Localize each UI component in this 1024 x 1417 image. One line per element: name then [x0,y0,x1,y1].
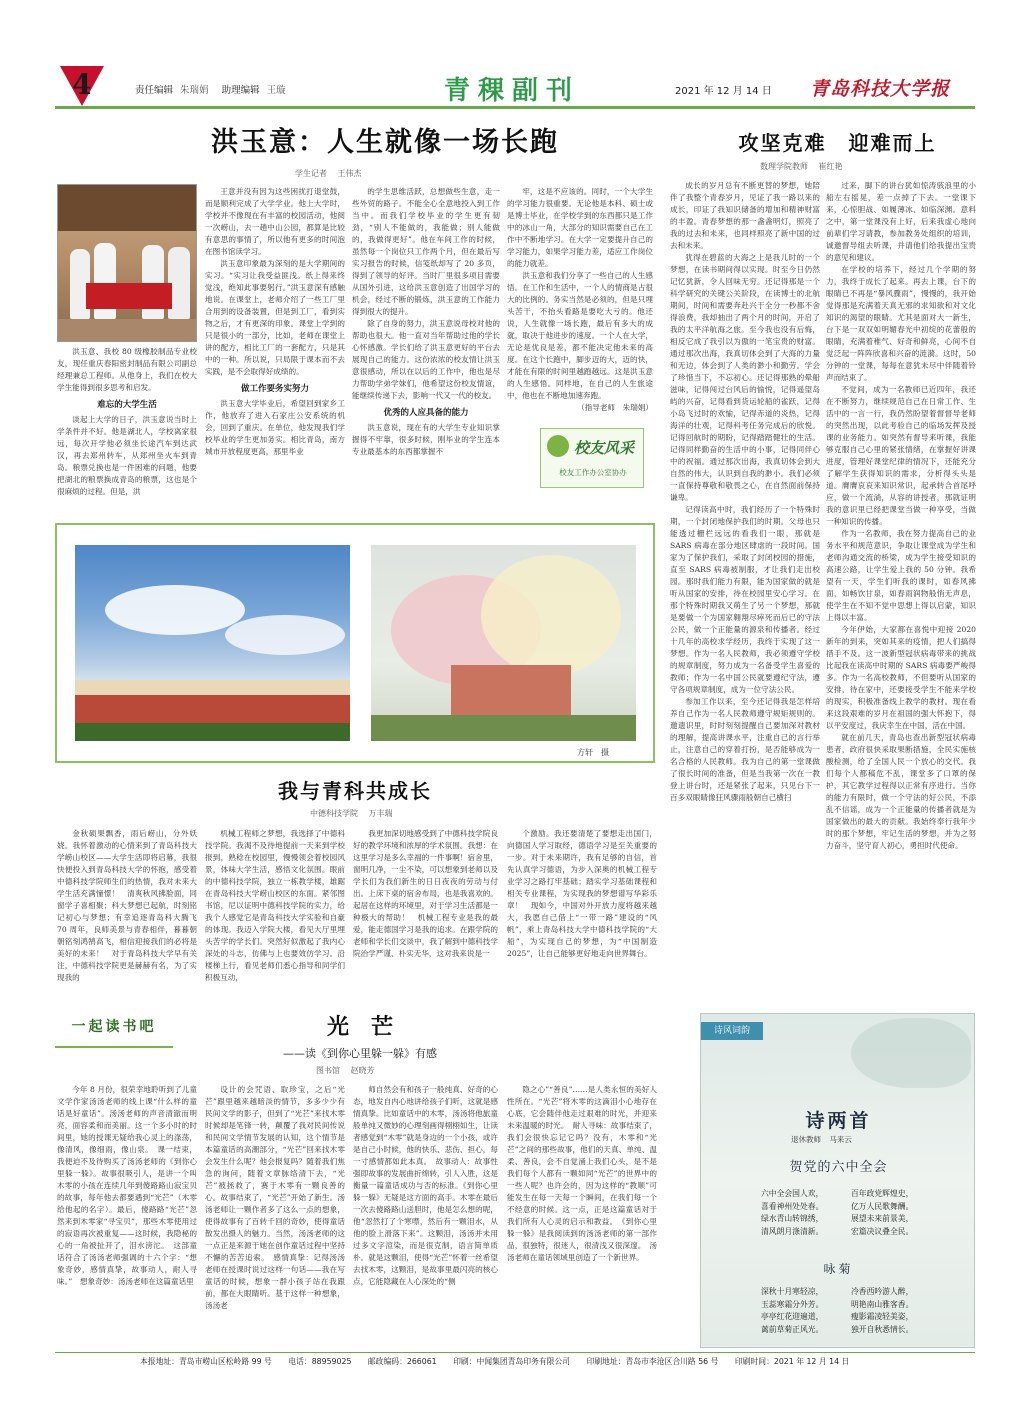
article1-byline [295,168,362,179]
article2-para: 成长的岁月总有不断更替的梦想，她陪伴了我整个青春岁月，见证了我一路以来的成长，印证了我知识储备的增加和精神财富的丰盈。青春梦想的那一盏盏明灯，照亮了我的过去和未来，也同样照亮了新中国的过去和未来。 [670,181,820,250]
article2-para: 犹得在碧蓝的大海之上是我儿时的一个梦想，在读书期间得以实现。时至今日仍然记忆犹新，令人回味无穷。还记得那是一个科学研究的关键公关阶段，在读博士的北航期间，时间和需要奔赴兴于全分一秒都不舍得浪费，我却抽出了两个月的时间，开启了我的太平洋航海之旅。至今我也没有后悔，相反它成了我引以为傲的一笔宝贵的财富。通过那次出海，我真切体会到了大海的力量和无边，体会到了人类的渺小和勤劳。学会了珍惜当下，不忘初心。还记得那熟的晕船滋味，记得闯过台风后的愉悦，记得遥望岛屿的兴奋，记得看到货运轮船的雀跃，记得小岛飞过时的欢愉，记得赤道的炎热，记得海洋的壮观，记得科考任务完成后的欣悦。记得回航时的期盼，记得踏踏健壮的生活。记得同样勤奋的生活中的小事，记得同伴心中的祝福。通过那次出海，我真切体会到大自然的伟大，认识到自我的渺小。我们必须一直保持尊敬和敬畏之心，在自然面前保持谦卑。 [670,253,820,502]
reading-club-label: 一起读书吧 [71,1019,157,1035]
footer-printer: 中闻集团青岛印务有限公司 [476,1357,571,1366]
issue-date: 2021 年 12 月 14 日 [675,86,772,97]
article3-byline [310,808,393,819]
footer-phone-label: 电话： [288,1357,312,1366]
poem-line: 六中全会国人欢， [761,1189,824,1198]
article2-para: 就在前几天，青岛也查出新型冠状病毒患者，政府很快采取果断措施，全民实施核酸检测，给了全国人民一个放心的交代。我们每个人都稿危不乱，课堂多了口罩的保护，其它教学过程得以正常有序进行。当你的能力有限时，做一个守法的好公民，不添乱不信谣，成为一个正能量的传播者就是为国家做出的最大的贡献。我始终奉行我年少时的那个梦想，牢记生活的梦想，并为之努力奋斗，坚守育人初心，勇担时代使命。 [826,733,976,850]
footer-print-addr: 青岛市李沧区合川路 56 号 [625,1357,719,1366]
poem-line: 展望未来前景美， [851,1214,914,1223]
article2-title: 攻坚克难 迎难而上 [738,131,937,155]
poem-line: 蓠前草菊正风光。 [761,1324,824,1334]
article1-para: 谈起上大学的日子，洪玉意说当时上学条件并不好。他是湖北人，学校离家很远，每次开学他必须坐长途汽车到达武汉，再去郑州转车，从郑州坐火车到青岛。粮票兑换也是一件困难的问题，他要把湖北的粮票换成青岛的粮票，这也是个很麻烦的过程。但是，洪 [57,415,197,496]
article2-para: 作为一名教师，我在努力提高自己的业务水平和规范意识，争取让课堂成为学生和老师沟通交流的桥梁，成为学生接受知识的高速公路，让学生爱上我的 50 分钟。我希望有一天，学生们听我的课时，如春风拂面，如畅饮甘泉，如春雨润物般悄无声息，使学生在不知不觉中思想上得以启蒙，知识上得以丰富。 [826,529,976,622]
article2-para: 过来，脚下的讲台犹如惊涛骇浪里的小船左右摇晃，差一点掉了下去。一堂课下来，心惊胆战、如履薄冰、如临深渊。意料之中，第一堂课没有上好，后来我虚心地向前辈们学习请教，参加教务处组织的培训，诚邀督导组去听课，并请他们给我提出宝贵的意见和建议。 [826,181,976,262]
poems-box [700,1013,975,1348]
reading-subtitle: ——读《到你心里躲一躲》有感 [283,1047,437,1060]
article1-title: 洪玉意：人生就像一场长跑 [211,127,559,158]
campus-sky-photo [75,545,350,741]
subhead-1: 难忘的大学生活 [97,400,157,410]
subhead-3: 优秀的人应具备的能力 [383,408,469,418]
poem2-title: 咏菊 [823,1262,854,1276]
poem-line: 冷香西吟游人醉， [851,1287,914,1296]
poem-line: 宏篇决议叠全民。 [851,1226,914,1236]
article1-para: 洪玉意印象最为深刻的是大学期间的实习。“实习让我受益匪浅。纸上得来终觉浅，绝知此事要躬行。”洪玉意深有感触地说。在课堂上，老师介绍了一些工厂里合用到的设备装置，但是到工厂，看到实物之后，才有更深的印象。课堂上学到的只是很小的一部分，比如，老师在课堂上讲的配方，相比工厂的一套配方，只是其中的一种。所以说，只局限于课本而不去实践，是不会取得好成绩的。 [205,259,345,376]
article2-byline [760,161,843,172]
byline-label: 学生记者 [295,169,327,178]
reading-para: 今年 8 月份，很荣幸地聆听到了儿童文学作家汤汤老师的线上课“什么样的童话是好童话”。汤汤老师的声音清澈而明亮，面容柔和而美丽。这一个多小时的时间里，她的授课无疑给我心灵上的涤荡，像清风，像细雨，像山泉。 课一结束，我便迫不及待购买了汤汤老师的《到你心里躲一躲》。故事很吸引人，是讲一个叫木零的小孩在连续几年到傻路路山寂宝贝的故事，每年他去都要遇到“光芒”（木零给他起的名字）。最后，傻路路“光芒”忽然来到木零家“寻宝贝”，那些木零使用过的寂语再次被重复——这时候，我隐秘的心的一角被扯开了，泪水滂沱。 这部童话符合了汤汤老师强调的十六个字：“想象奇妙，感情真挚，故事动人，耐人寻味。” 想象奇妙：汤汤老师在这篇童话里 [57,1085,197,1286]
footer [140,1356,970,1367]
poem-line: 亿万人民歌舞酬。 [851,1201,914,1211]
article2-para: 不觉间，成为一名教师已近四年，我还在不断努力，继续规范自己在日常工作、生活中的一言一行，我仍然盼望着督督导老师的突然出现，以此考验自己的临场发挥及授课的业务能力。如突然有督导来听课，我能够克服自己心里的紧张情绪，在掌握好讲课进度，管理好课堂纪律的情况下，还能充分了解学生获得知识的需求，分析得头头是道。膺膺哀哀来知识常识，起承转合首尾呼应，做一个流淌，从容的讲授者，那就证明我的意识里已经把课堂当做一种享受，当做一种知识的传播。 [826,385,976,526]
article1-para: 洪玉意大学毕业后，希望回到家乡工作，他放弃了进入石家庄公安系统的机会，回到了重庆。在单位，他发现我们学校毕业的学生更加务实。相比青岛，南方城市开放程度更高，那里毕业 [205,399,345,456]
byline-name: 万丰瑞 [368,809,393,818]
editor-label: 责任编辑 [135,85,174,96]
photo-caption: 洪玉意、我校 80 级橡胶制品专业校友，现任重庆春阳密封制品有限公司副总经理兼总工程师。从他身上，我们在校大学生能得到很多思考和启发。 [57,347,197,392]
editor-line [135,82,286,96]
reading-title: 光 芒 [326,1014,393,1040]
poem-line: 独开自秋悉情长。 [851,1324,914,1334]
article1-note: （指导老师 朱瑞娟） [577,403,653,412]
poem-line: 明艳南山雅客香。 [851,1299,914,1309]
poems-author [791,1134,852,1145]
article1-para: 除了自身的努力，洪玉意说母校对他的帮助也很大。他一直对当年帮助过他的学长心怀感激。学长们给了洪玉意更好的平台去展现自己的能力。这份浓浓的校友情让洪玉意很感动，所以在以后的工作中，他也是尽力帮助学弟学妹们，他希望这份校友情谊，能继续传递下去，影响一代又一代的校友。 [352,319,500,400]
footer-address-label: 本报地址： [140,1357,179,1366]
poems-tag: 诗风词韵 [701,1022,763,1040]
poem-line: 玉蕊寒霜分外芳。 [761,1299,824,1309]
stamp-title: 校友风采 [573,439,634,457]
byline-label: 中德科技学院 [310,809,358,818]
poem-line: 瘦影霜凌轻美姿， [851,1312,914,1321]
article1-para: 牢，这是不应该的。同时，一个大学生的学习能力很重要。无论他是本科、硕士或是博士毕业，在学校学到的东西都只是工作中的冰山一角，大部分的知识需要自己在工作中不断地学习。在大学一定要提升自己的学习能力，如果学习能力差，适应工作岗位的能力就差。 [507,187,653,268]
editor-name: 朱瑞娟 [180,85,209,96]
author-label: 退休教师 [791,1135,821,1144]
stamp-sub: 校友工作办公室协办 [559,468,627,477]
article2-para: 参加工作以来，至今还记得我是怎样培养自己作为一名人民教师遵守规矩规则的。邀遗识里，时时刻刻提醒自己要加深对教材的理解，提高讲课水平，注重自己的言行举止，注意自己的穿着打扮，是否能够成为一名合格的人民教师。我为自己的第一堂课做了很长时间的准备，但是当我第一次在一教登上讲台时，还是紧张了起来，只见台下一百多双眼睛像狂风骤雨般朝自己横扫 [670,697,820,802]
article3-para: 我更加深切地感受到了中德科技学院良好的教学环境和浓厚的学术氛围。我想：在这里学习是多么幸福的一件事啊！宿舍里，窗明几净，一尘不染，可以想象到老师以及学长们为我们新生的日日夜夜的劳动与付出。上床下桌的宿舍布局，也是我喜欢的。起居在这样的环境里，对于学习生活都是一种极大的帮助！ 机械工程专业是我的最爱，能走德国学习是我的追求。在跟学院的老师和学长们交谈中，我了解到中德科技学院治学严谨、朴实无华，这对我来说是一 [353,829,498,958]
byline-label: 图书馆 [316,1066,340,1075]
article1-para: 的学生思维活跃，总想做些生意，走一些外贸的路子。不能全心全意地投入到工作当中。而我们学校毕业的学生更有韧劲，“别人不能做的，我能做；别人能做的，我做得更好”。他在车间工作的时候，虽然每一个岗位只工作两个月，但在最后写实习报告的时候，信笺纸却写了 20 多页，得到了领导的好评。当时厂里很多项目需要从国外引进，这给洪玉意创造了出国学习的机会，经过不断的锻炼，洪玉意的工作能力得到很大的提升。 [352,187,500,316]
poems-title: 诗两首 [805,1110,872,1132]
article3-title: 我与青科共成长 [278,779,432,803]
article2-para: 记得读高中时，我们经历了一个特殊时期，一个封闭地保护我们的时期。父母也只能透过栅栏远远的看我们一眼，那就是 SARS 病毒在部分地区肆虐的一段时间。国家为了保护我们，采取了封闭校园的措施，直至 SARS 病毒被制服，才让我们走出校园。那时我们能力有限，能为国家做的就是听从国家的安排，待在校园里安心学习。在那个特殊时期我又萌生了另一个梦想，那就是要做一个为国家翱翔尽瘁死而后已的守法公民，做一个正能量的源泉和传播者。经过十几年的高校求学经历，我终于实现了这一梦想。作为一名人民教师，我必须遵守学校的规章制度，努力成为一名备受学生喜爱的教师；作为一名中国公民就要遵纪守法，遵守各项规章制度，成为一位守法公民。 [670,505,820,694]
paper-masthead: 青岛科技大学报 [810,78,951,100]
poem-line: 喜看神州处处春。 [761,1201,824,1211]
byline-label: 数理学院教师 [760,162,808,171]
article3-para: 金秋硕果飘香，雨后崂山，分外妖娆。我怀着激动的心情来到了青岛科技大学崂山校区——大学生活即将启幕，我很快便投入到青岛科技大学的怀抱，感受着中德科技学院师生们的热情，我对未来大学生活充满憧憬！ 清爽秋风拂脸面，同窗学子喜相聚；科大梦想已起航，时刻铭记初心与梦想；有幸追逐青岛科大腾飞 70 周年，良师美景与青春相伴，暮暮朝朝铭刻鸿鹄高飞，相信迎接我们的必将是美好的未来！ 对于青岛科技大学早有关注，中德科技学院更是赫赫有名，为了实现我的 [57,829,197,982]
byline-name: 崔红艳 [818,162,843,171]
footer-address: 青岛市崂山区松岭路 99 号 [178,1357,272,1366]
footer-phone: 88959025 [311,1357,352,1366]
alumni-photo [57,184,197,342]
article3-para: 个激励。我还要清楚了要想走出国门，向德国人学习取经，德语学习是至关重要的一步。对于未来期许，我有足够的自信，首先认真学习德语，为步入深奥的机械工程专业学习之路打牢基础；踏实学习基础课程和相关专业课程，为实现我的梦想谱写华彩乐章！ 现如今，中国对外开放力度将越来越大，我愿自己借上“一带一路”建设的“风帆”，乘上青岛科技大学中德科技学院的“大船”，为实现自己的梦想，为“中国制造 2025”，让自己能够更好地走向世界舞台。 [507,829,657,958]
assistant-name: 王璇 [266,85,286,96]
article3-para: 机械工程师之梦想，我选择了中德科技学院。我渴不及待地提前一天来到学校报到，熟稔在校园里，慢慢领会着校园风景，体味大学生活，感悟文化氛围。眼前的中德科技学院，独立一栋教学楼，雄踞在青岛科技大学崂山校区的东面。紧邻图书馆，尼以证明中德科技学院的实力，给我个人感觉它是青岛科技大学实验和自豪的体现。我迈入学院大楼，看见大厅里埋头苦学的学长们。突然好似激起了我内心深处的斗志，仿佛与上也要效仿学习。沿楼梯上行，看见老师们悉心指导和同学们积极互动， [205,829,345,982]
footer-print-time: 2021 年 12 月 14 日 [773,1357,850,1366]
banner [86,283,172,309]
article1-para: 洪玉意和我们分享了一些自己的人生感悟。在工作和生活中，一个人的情商是占很大的比例的。务实当然是必须的，但是只埋头苦干，不抬头看路是要吃大亏的。他还说，人生就像一场长跑，最后有多大的成就，取决于他进步的速度。一个人在大学，无论是优良是差，都不能决定他未来的高度。在这个长跑中，脚步迈的大，迈的快，才能在有限的时间里越跑越远。这是洪玉意的人生感悟。同样地，在自己的人生旅途中，他也在不断地加速奔跑。 [507,271,653,400]
footer-rule [55,1352,975,1353]
article1-para: 洪玉意说，现在有的大学生专业知识掌握得不牢靠，很多时候，刚毕业的学生连本专业最基本的东西都掌握不 [352,423,500,456]
footer-postcode-label: 邮政编码： [367,1357,407,1366]
page-number: 4 [72,68,92,101]
footer-postcode: 266061 [406,1357,437,1366]
poem-line: 绿水青山转锦绣， [761,1214,824,1223]
poem-line: 清风朗月涤清新。 [761,1226,824,1236]
reading-para: 设计的会咒语、取珍宝，之后“光芒”跟里越来越暗淡的情节，多多少少有民间文学的影子，但到了“光芒”来找木零时候却是笔锋一转，颠覆了我对民间传说和民间文学情节发展的认知，这个情节是本篇童话的高潮部分，“光芒”回来找木零会发生什么呢？他会报复吗？随着我们焦急的询问，随着文章脉络清下去，“光芒”被拯救了，赛于木零有一颗良善的心。故事结束了，“光芒”开始了新生。汤汤老师让一颗作者多了这么一点的想象，使得故事有了百转千回的奇妙，使得童话散发出摄人的魅力。当然，汤汤老师的这一点正是来源于她在创作童话过程中坚持不懈的苦苦追索。 感情真挚：记得汤汤老师在授课时说过这样一句话——我在写童话的时候，想象一群小孩子站在我跟前，都在大眼睛听。基于这样一种想象，汤汤老 [205,1085,345,1310]
supplement-title: 青稞副刊 [443,76,580,106]
poem-line: 亭亭红花迎遍道， [761,1312,824,1321]
assistant-label: 助理编辑 [221,85,260,96]
article2-para: 今年伊始，大家都在喜悦中迎接 2020 新年的到来，突如其来的疫情，把人们搞得措手不及。这一波新型冠状病毒带来的挑战比起我在读高中时期的 SARS 病毒要严峻得多。作为一名高校教师，不但要听从国家的安排，待在家中，还要接受学生不能来学校的现实，积极准备线上教学的教材。现在看来这段艰难的岁月在祖国的强大怀抱下，得以平安度过，我庆幸生在中国，活在中国。 [826,625,976,730]
poem-line: 百年政党辉煌史， [851,1189,914,1198]
header-rule [55,106,975,109]
article2-para: 在学校的培养下，经过几个学期的努力，我终于成长了起来。再去上课，台下的眼睛已不再是“暴风骤雨”，慢慢的，我开始觉得那是充满着天真无邪的求知欲和对文化知识的渴望的眼睛。尤其是面对大一新生，台下是一双双如明媚春光中初绽的花蕾般的眼睛，充满着稚气、好奇和鲜亮，心间不自觉泛起一阵阵欣喜和兴奋的涟漪。这时，50 分钟的一堂课，每每在意犹未尽中伴随着铃声而结束了。 [826,265,976,382]
article1-para: 王意并没有因为这些困扰打退堂鼓，而是顺利完成了大学学业。他上大学时，学校并不像现在有丰富的校园活动，他阅一次崂山，去一趟中山公园，都算是比较有意思的事情了，所以他有更多的时间泡在图书馆读学习。 [205,187,345,256]
footer-print-time-label: 印刷时间： [734,1357,774,1366]
campus-tree-photo [371,545,636,741]
photo-credit: 方轩 摄 [577,748,609,757]
subhead-2: 做工作要务实努力 [240,384,309,394]
photo-frame [55,523,655,763]
poem1-title: 贺党的六中全会 [789,1160,888,1175]
poem-line: 深秋十月寒轻凉， [761,1287,824,1296]
reading-para: 隐之心”“善良”……是人类永恒的美好人性所在。“光芒”将木零的这滴泪小心地存在心底，它会随伴他走过艰难的时光，并迎来未来温暖的时光。 耐人寻味：故事结束了，我们会很快忘记它吗？没有，木零和“光芒”之间的那些故事，他们的天真、单纯、温柔、善良，会不自觉涌上我们心头，是不是我们每个人都有一颗如同“光芒”的世界中的一些人呢？也许会的，因为这样的“教顺”可能发生在每一天每一个瞬间，在我们每一个不经意的时候。这一点，正是这篇童话对于我们所有人心灵的启示和教益。 《到你心里躲一躲》是我阅读到的汤汤老师的第一部作品，很独特，很迷人，很清浅又很深邃。 汤汤老师在童话领域里创造了一个新世界。 [507,1085,657,1262]
footer-printer-label: 印刷： [453,1357,477,1366]
reading-para: 师自然会有和孩子一般纯真、好奇的心态，地发自内心地讲给孩子们听，这就是感情真挚。比如童话中的木零，汤汤将他旅童般单纯又微妙的心理刻画得栩栩如生，让读者感觉到“木零”就是身边的一个小孩，或许是自己小时候，他的快乐、悲伤、担心，每一寸感情都如此本真。 故事动人：故事性强即故事的发展曲折绵转，引人入胜，这是衡量一篇童话成功与否的标准。《到你心里躲一躲》无疑是这方面的高手。木零在最后一次去傻路路山送胆时，他是怎么想的呢，他“忽然打了个寒噤，然后有一颗泪水，从他的脸上滑落下来”。这颗泪，汤汤并未用过多文字渲染，而是很克制，语言简单质朴。就是这颗泪，使得“光芒”怀着一丝希望去找木零，这颗泪，是故事里最闪亮的核心点，它能隐藏在人心深处的“侧 [353,1085,498,1286]
reading-byline [316,1065,375,1076]
page-header [55,66,975,106]
byline-name: 赵晓芳 [350,1066,375,1075]
footer-print-addr-label: 印刷地址： [586,1357,626,1366]
alumni-stamp [540,428,644,488]
reading-club-badge [55,1010,173,1048]
author-name: 马来云 [829,1135,852,1144]
byline-name: 王伟杰 [337,169,362,178]
